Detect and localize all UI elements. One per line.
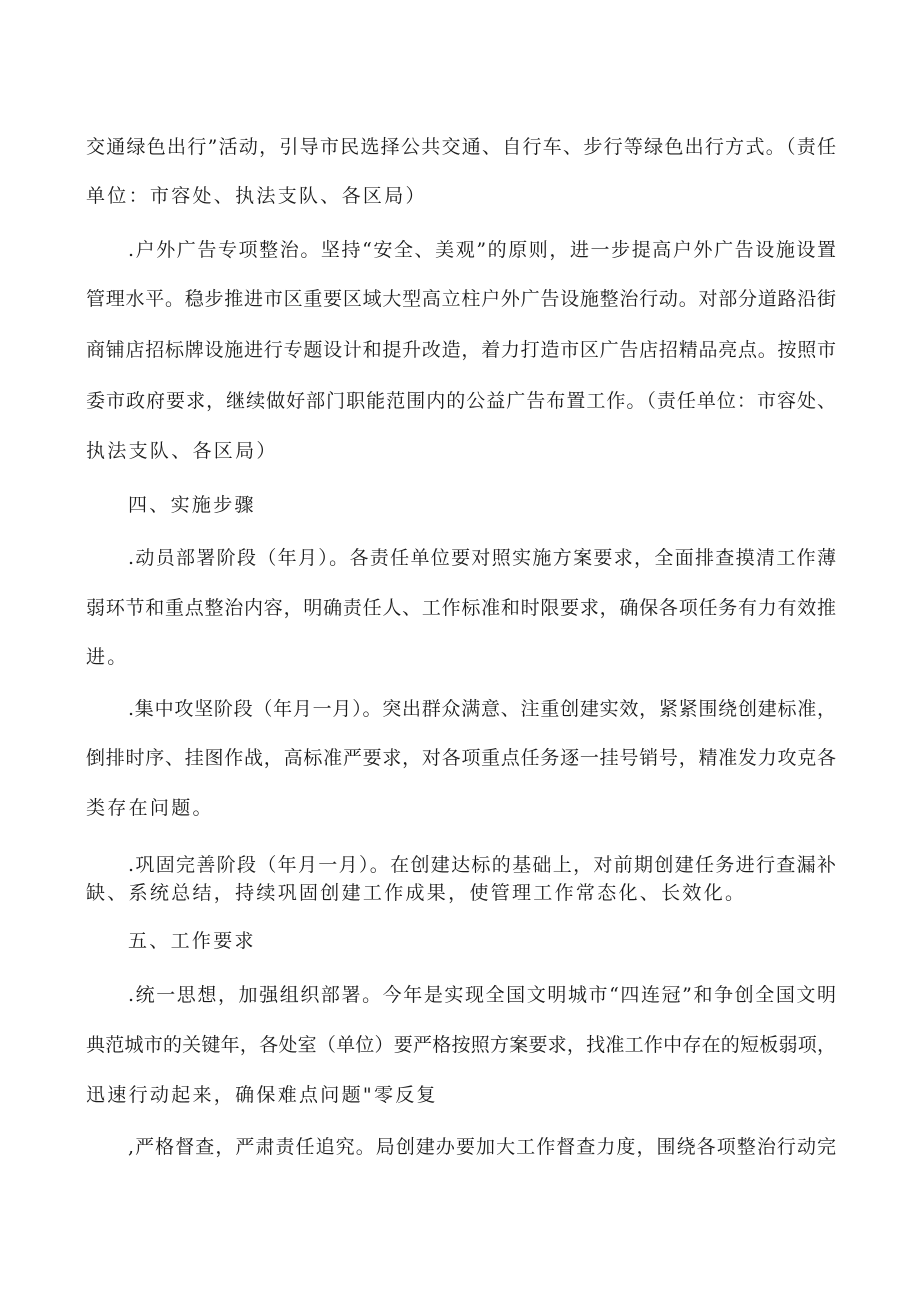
body-text-line: 迅速行动起来，确保难点问题"零反复 [86, 1084, 438, 1106]
paragraph-first-line: .巩固完善阶段（年月一月）。在创建达标的基础上，对前期创建任务进行查漏补 [128, 854, 836, 876]
body-text-line: 进。 [86, 646, 129, 668]
body-text-line: 缺、系统总结，持续巩固创建工作成果，使管理工作常态化、长效化。 [86, 882, 747, 904]
body-text-line: 交通绿色出行”活动，引导市民选择公共交通、自行车、步行等绿色出行方式。（责任 [86, 136, 836, 158]
section-heading: 四、实施步骤 [128, 494, 256, 516]
body-text-line: 典范城市的关键年，各处室（单位）要严格按照方案要求，找准工作中存在的短板弱项， [86, 1034, 836, 1056]
body-text-line: 倒排时序、挂图作战，高标准严要求，对各项重点任务逐一挂号销号，精准发力攻克各 [86, 747, 836, 769]
paragraph-first-line: .集中攻坚阶段（年月一月）。突出群众满意、注重创建实效，紧紧围绕创建标准， [128, 698, 836, 720]
paragraph-first-line: .动员部署阶段（年月）。各责任单位要对照实施方案要求，全面排查摸清工作薄 [128, 547, 836, 569]
paragraph-first-line: .户外广告专项整治。坚持“安全、美观”的原则，进一步提高户外广告设施设置 [128, 239, 836, 261]
section-heading: 五、工作要求 [128, 930, 256, 952]
body-text-line: 执法支队、各区局） [86, 440, 278, 462]
paragraph-first-line: .统一思想，加强组织部署。今年是实现全国文明城市“四连冠”和争创全国文明 [128, 984, 836, 1006]
body-text-line: 委市政府要求，继续做好部门职能范围内的公益广告布置工作。（责任单位：市容处、 [86, 390, 836, 412]
body-text-line: 单位：市容处、执法支队、各区局） [86, 185, 427, 207]
body-text-line: 管理水平。稳步推进市区重要区域大型高立柱户外广告设施整治行动。对部分道路沿街 [86, 288, 836, 310]
body-text-line: 弱环节和重点整治内容，明确责任人、工作标准和时限要求，确保各项任务有力有效推 [86, 597, 836, 619]
body-text-line: 商铺店招标牌设施进行专题设计和提升改造，着力打造市区广告店招精品亮点。按照市 [86, 339, 836, 361]
body-text-line: 类存在问题。 [86, 797, 214, 819]
paragraph-first-line: ,严格督查，严肃责任追究。局创建办要加大工作督查力度，围绕各项整治行动完 [128, 1136, 836, 1158]
